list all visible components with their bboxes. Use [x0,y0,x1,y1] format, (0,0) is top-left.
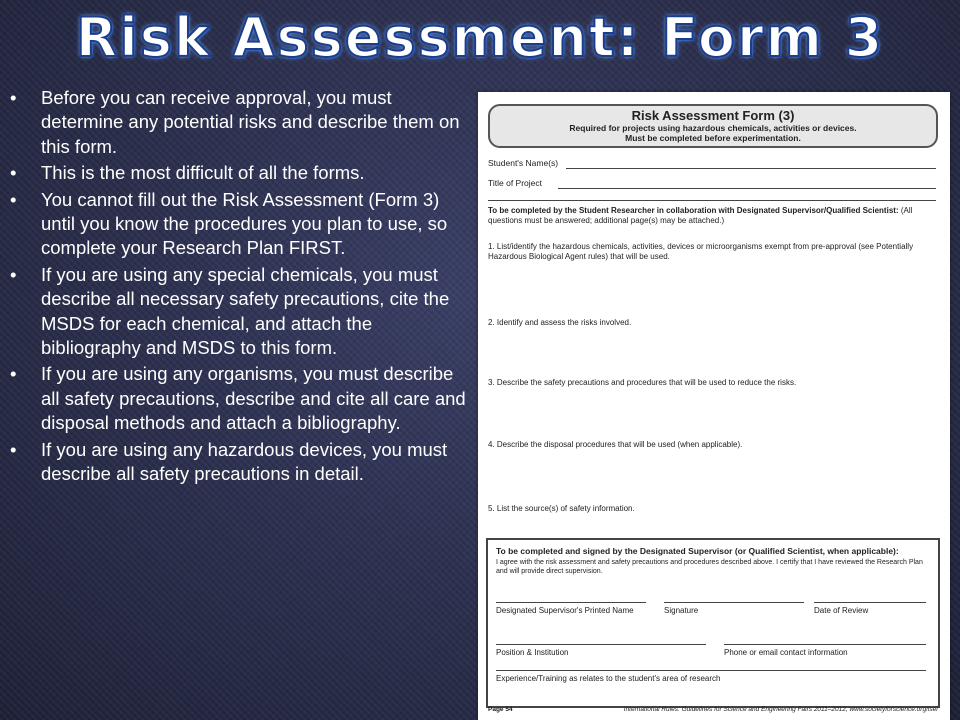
question-5: 5. List the source(s) of safety information. [488,504,635,513]
bullet-item [8,86,466,159]
footer-text: International Rules: Guidelines for Science and Engineering Fairs 2011–2012, www.societyforscience.org/isef [623,706,938,713]
project-title-label: Title of Project [488,178,543,188]
bullet-text: Before you can receive approval, you must determine any potential risks and describe them on this form. [41,87,460,157]
signature-label: Signature [664,606,699,615]
bullet-item [8,188,466,261]
supervisor-name-label: Designated Supervisor's Printed Name [496,606,634,615]
bullet-text: If you are using any organisms, you must describe all safety precautions, describe and cite all care and disposal methods and attach a bibliography. [41,363,466,434]
page-number: Page 54 [488,706,513,713]
bullet-dot: • [10,162,17,184]
researcher-note: (All questions must be answered; additional page(s) may be attached.) [488,206,913,225]
experience-line [496,670,926,671]
contact-label: Phone or email contact information [724,648,848,657]
experience-label: Experience/Training as relates to the student's area of research [496,674,721,683]
question-4: 4. Describe the disposal procedures that will be used (when applicable). [488,440,743,449]
question-1: 1. List/identify the hazardous chemicals, activities, devices or microorganisms exempt from pre-approval (see Potentially Hazardous Biological Agent rules) that will be used. [488,242,914,261]
bullet-text: If you are using any hazardous devices, you must describe all safety precautions in detail. [41,438,448,485]
bullet-dot: • [10,363,17,385]
student-name-line [566,168,936,169]
researcher-heading: To be completed by the Student Researcher in collaboration with Designated Supervisor/Qualified Scientist: [488,206,899,215]
bullet-text: This is the most difficult of all the forms. [41,162,365,184]
supervisor-heading: To be completed and signed by the Designated Supervisor (or Qualified Scientist, when applicable): [496,546,899,556]
bullet-dot: • [10,263,17,285]
date-label: Date of Review [814,606,869,615]
supervisor-box [486,538,940,708]
form-subtitle: Must be completed before experimentation. [625,133,801,143]
bullet-item [8,263,466,361]
form-image [478,92,950,720]
position-label: Position & Institution [496,648,569,657]
question-3: 3. Describe the safety precautions and procedures that will be used to reduce the risks. [488,378,797,387]
bullet-dot: • [10,188,17,210]
bullet-text: You cannot fill out the Risk Assessment (Form 3) until you know the procedures you plan to use, so complete your Research Plan FIRST. [41,188,448,259]
bullet-dot: • [10,87,17,108]
bullet-item [8,362,466,435]
supervisor-name-line [496,602,646,603]
project-title-line [488,200,936,201]
date-line [814,602,926,603]
student-name-label: Student's Name(s) [488,158,559,168]
bullet-item [8,161,466,185]
question-2: 2. Identify and assess the risks involved. [488,318,632,327]
form-title: Risk Assessment Form (3) [631,108,795,123]
form-header [488,104,938,148]
researcher-section [488,206,938,226]
slide-title: Risk Assessment: Form 3 [75,6,885,69]
project-title-line [558,188,936,189]
bullet-dot: • [10,438,17,460]
contact-line [724,644,926,645]
position-line [496,644,706,645]
bullet-text: If you are using any special chemicals, you must describe all necessary safety precautions, cite the MSDS for each chemical, and attach the bibliography and MSDS to this form. [41,263,450,359]
supervisor-statement: I agree with the risk assessment and safety precautions and procedures described above. I certify that I have reviewed the Research Plan and will provide direct supervision. [496,559,923,575]
bullet-item [8,438,466,487]
form-footer [488,706,938,713]
form-subtitle: Required for projects using hazardous chemicals, activities or devices. [569,123,857,133]
bullet-list [8,86,466,489]
signature-line [664,602,804,603]
